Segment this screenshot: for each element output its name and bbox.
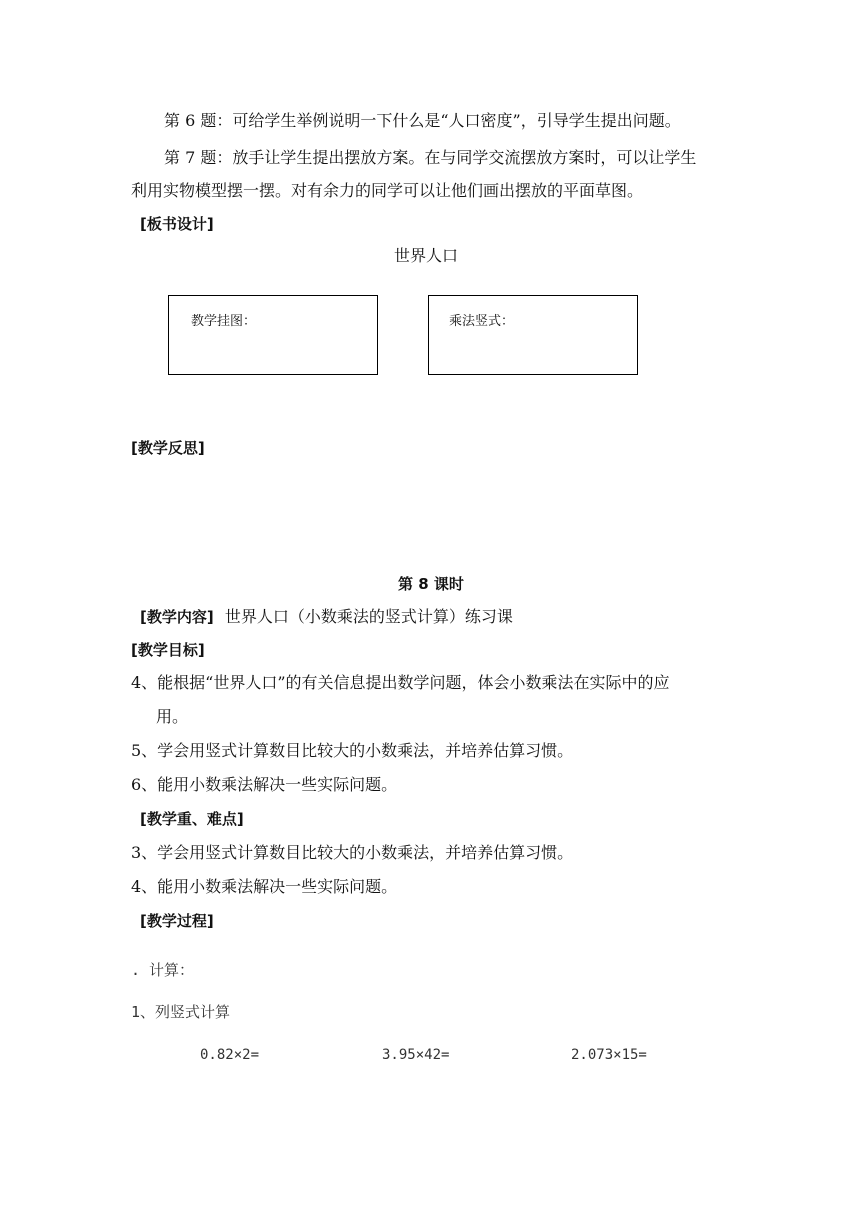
goal-1-line1: 4、能根据“世界人口”的有关信息提出数学问题，体会小数乘法在实际中的应 <box>131 673 670 692</box>
lesson-8-title: 第 8 课时 <box>398 575 464 593</box>
key-point-2: 4、能用小数乘法解决一些实际问题。 <box>131 877 398 896</box>
paragraph-q7-line1: 第 7 题：放手让学生提出摆放方案。在与同学交流摆放方案时，可以让学生 <box>164 148 697 167</box>
exercise-3: 2.073×15= <box>571 1047 647 1063</box>
goal-1-line2: 用。 <box>156 707 189 726</box>
board-left-box <box>168 295 378 375</box>
process-heading: [教学过程] <box>140 912 214 930</box>
board-title: 世界人口 <box>394 246 459 265</box>
key-points-heading: [教学重、难点] <box>140 810 244 828</box>
exercise-2: 3.95×42= <box>382 1047 450 1063</box>
content-text: 世界人口（小数乘法的竖式计算）练习课 <box>224 607 513 626</box>
goals-heading: [教学目标] <box>131 641 205 659</box>
content-line <box>140 607 513 627</box>
calc-label: . 计算： <box>131 961 195 979</box>
goal-2: 5、学会用竖式计算数目比较大的小数乘法，并培养估算习惯。 <box>131 741 574 760</box>
goal-3: 6、能用小数乘法解决一些实际问题。 <box>131 775 398 794</box>
exercise-1: 0.82×2= <box>200 1047 260 1063</box>
content-heading: [教学内容] <box>140 608 214 626</box>
key-point-1: 3、学会用竖式计算数目比较大的小数乘法，并培养估算习惯。 <box>131 843 574 862</box>
paragraph-q7-line2: 利用实物模型摆一摆。对有余力的同学可以让他们画出摆放的平面草图。 <box>131 181 644 200</box>
vertical-calc-label: 1、列竖式计算 <box>131 1003 231 1021</box>
board-design-heading: [板书设计] <box>140 215 214 233</box>
reflection-heading: [教学反思] <box>131 439 205 457</box>
paragraph-q6: 第 6 题：可给学生举例说明一下什么是“人口密度”，引导学生提出问题。 <box>164 111 681 130</box>
board-left-box-label: 教学挂图： <box>191 314 257 329</box>
board-right-box-label: 乘法竖式： <box>449 314 515 329</box>
board-right-box <box>428 295 638 375</box>
